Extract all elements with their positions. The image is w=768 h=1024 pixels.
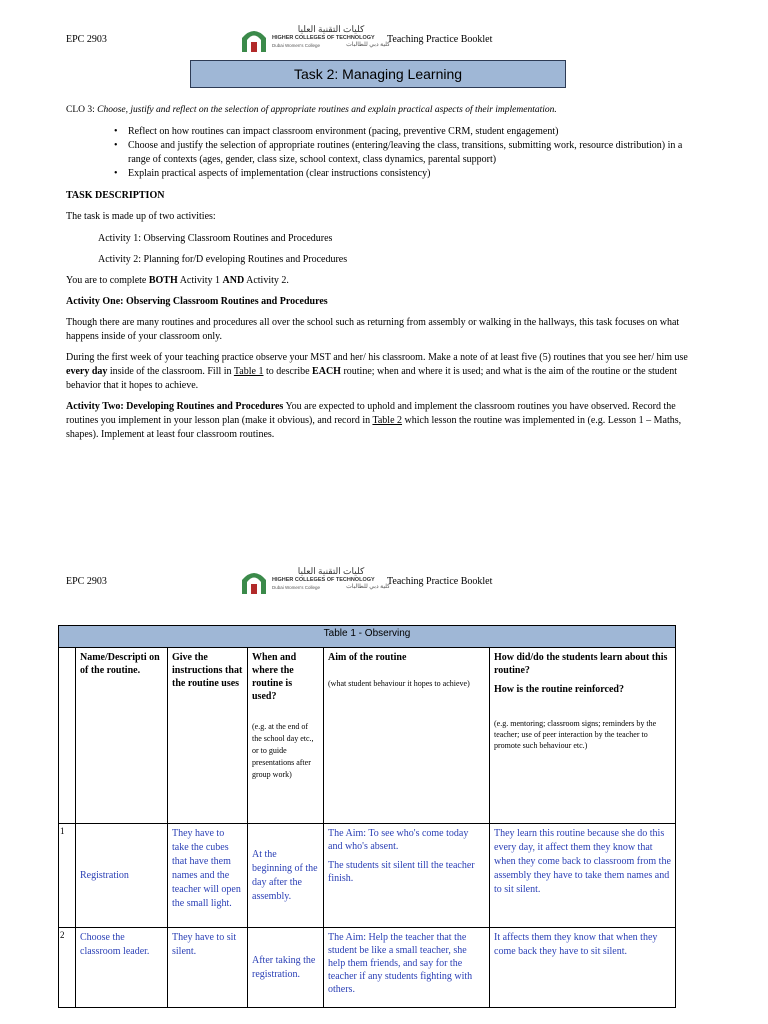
table-header-row [59, 648, 676, 824]
logo-english-name: HIGHER COLLEGES OF TECHNOLOGY [272, 577, 375, 583]
complete-text: You are to complete [66, 275, 149, 286]
logo-campus-arabic: كلية دبي للطالبات [346, 584, 390, 590]
logo-english-name: HIGHER COLLEGES OF TECHNOLOGY [272, 35, 375, 41]
routine-instructions: They have to take the cubes that have them names and the teacher will open the small light. [168, 824, 248, 928]
task-description-heading: TASK DESCRIPTION [66, 190, 165, 201]
bullet-item: • Explain practical aspects of implementation (clear instructions consistency) [128, 167, 704, 181]
header-reinforce-text: How is the routine reinforced? [494, 684, 624, 695]
bullet-item: • Reflect on how routines can impact classroom environment (pacing, preventive CRM, student engagement) [128, 125, 704, 139]
header-when-where [248, 648, 324, 824]
table1-ref: Table 1 [233, 366, 264, 377]
clo-label: CLO 3: [66, 105, 95, 115]
header-aim-note: (what student behaviour it hopes to achieve) [328, 679, 470, 688]
routine-aim: The Aim: Help the teacher that the student be like a small teacher, she help them friends, and say for the teacher if any students fighting with others. [324, 928, 490, 1008]
routine-learn: It affects them they know that when they come back they have to sit silent. [490, 928, 676, 1008]
task-title: Task 2: Managing Learning [293, 66, 463, 82]
activity-1-line: Activity 1: Observing Classroom Routines and Procedures [98, 233, 333, 244]
aim-text: The students sit silent till the teacher finish. [328, 860, 475, 884]
row-number: 1 [59, 824, 76, 928]
activity-two-heading: Activity Two: Developing Routines and Procedures [66, 401, 284, 412]
para-text: which lesson the routine was implemented in (e.g. Lesson 1 – Maths, shapes). Implement at least four classroom routines. [66, 415, 682, 440]
activity-2-line: Activity 2: Planning for/D eveloping Routines and Procedures [98, 254, 348, 265]
activity-one-para1: Though there are many routines and procedures all over the school such as returning from assembly or walking in the hallways, this task focuses on what happens inside of your classroom only. [66, 317, 680, 342]
logo-campus-english: Dubai Women's College [272, 585, 321, 590]
header-name: Name/Descripti on of the routine. [76, 648, 168, 824]
routine-learn: They learn this routine because she do this every day, it affect them they know that when they come back to classroom from the assembly they have to take them names and to sit silent. [490, 824, 676, 928]
table2-ref: Table 2 [372, 415, 403, 426]
para-text: You are expected to uphold and implement the classroom routines you have observed. Record the routines you implement in your lesson plan (make it obvious), and record in [66, 401, 676, 426]
aim-text: The Aim: To see who's come today and who's absent. [328, 828, 469, 852]
para-bold: every day [66, 366, 108, 377]
complete-bold: AND [222, 275, 245, 286]
table-row [59, 928, 676, 1008]
clo-line [66, 103, 706, 117]
header-instructions: Give the instructions that the routine uses [168, 648, 248, 824]
routine-instructions: They have to sit silent. [168, 928, 248, 1008]
outcome-bullets [114, 125, 704, 181]
routine-name: Choose the classroom leader. [76, 928, 168, 1008]
routine-when: At the beginning of the day after the assembly. [248, 824, 324, 928]
activity-one-para2 [66, 351, 706, 393]
header-when-text: When and where the routine is used? [252, 652, 297, 702]
college-logo [240, 24, 390, 59]
booklet-title: Teaching Practice Booklet [387, 576, 493, 587]
row-number: 2 [59, 928, 76, 1008]
activity-two-para [66, 400, 706, 442]
routine-aim [324, 824, 490, 928]
header-aim [324, 648, 490, 824]
task-intro: The task is made up of two activities: [66, 211, 216, 222]
header-learn-note: (e.g. mentoring; classroom signs; reminders by the teacher; use of peer interaction by the teacher to promote such behaviour etc.) [494, 719, 657, 750]
course-code: EPC 2903 [66, 576, 107, 587]
activity-one-heading: Activity One: Observing Classroom Routines and Procedures [66, 296, 328, 307]
para-text: During the first week of your teaching practice observe your MST and her/ his classroom. Make a note of at least five (5) routines that you see her/ him use [66, 352, 688, 363]
header-num-cell [59, 648, 76, 824]
complete-both-line [66, 274, 289, 288]
header-learn-text: How did/do the students learn about this routine? [494, 652, 668, 676]
observing-table [58, 625, 676, 1008]
complete-text: Activity 2. [244, 275, 289, 286]
course-code: EPC 2903 [66, 34, 107, 45]
logo-arabic-name: كليات التقنية العليا [297, 24, 365, 34]
para-text: inside of the classroom. Fill in [107, 366, 234, 377]
logo-arabic-name: كليات التقنية العليا [297, 566, 365, 576]
para-text: to describe [263, 366, 313, 377]
college-logo [240, 566, 390, 601]
table-title: Table 1 - Observing [59, 626, 676, 648]
header-when-note: (e.g. at the end of the school day etc., or to guide presentations after group work) [252, 722, 314, 779]
booklet-title: Teaching Practice Booklet [387, 34, 493, 45]
complete-text: Activity 1 [177, 275, 223, 286]
complete-bold: BOTH [148, 275, 178, 286]
task-title-box [190, 60, 566, 88]
para-bold: EACH [312, 366, 341, 377]
header-aim-text: Aim of the routine [328, 652, 407, 663]
logo-campus-arabic: كلية دبي للطالبات [346, 42, 390, 48]
routine-name: Registration [76, 824, 168, 928]
routine-when: After taking the registration. [248, 928, 324, 1008]
clo-text: Choose, justify and reflect on the selection of appropriate routines and explain practical aspects of their implementation. [97, 105, 557, 115]
header-learn [490, 648, 676, 824]
para-text: routine; when and where it is used; and what is the aim of the routine or the student behavior that it hopes to achieve. [66, 366, 677, 391]
logo-campus-english: Dubai Women's College [272, 43, 321, 48]
table-row [59, 824, 676, 928]
bullet-item: • Choose and justify the selection of appropriate routines (entering/leaving the class, transitions, submitting work, resource distribution) in a range of contexts (ages, gender, class size, school context, class dynamics, parental support) [128, 139, 704, 167]
